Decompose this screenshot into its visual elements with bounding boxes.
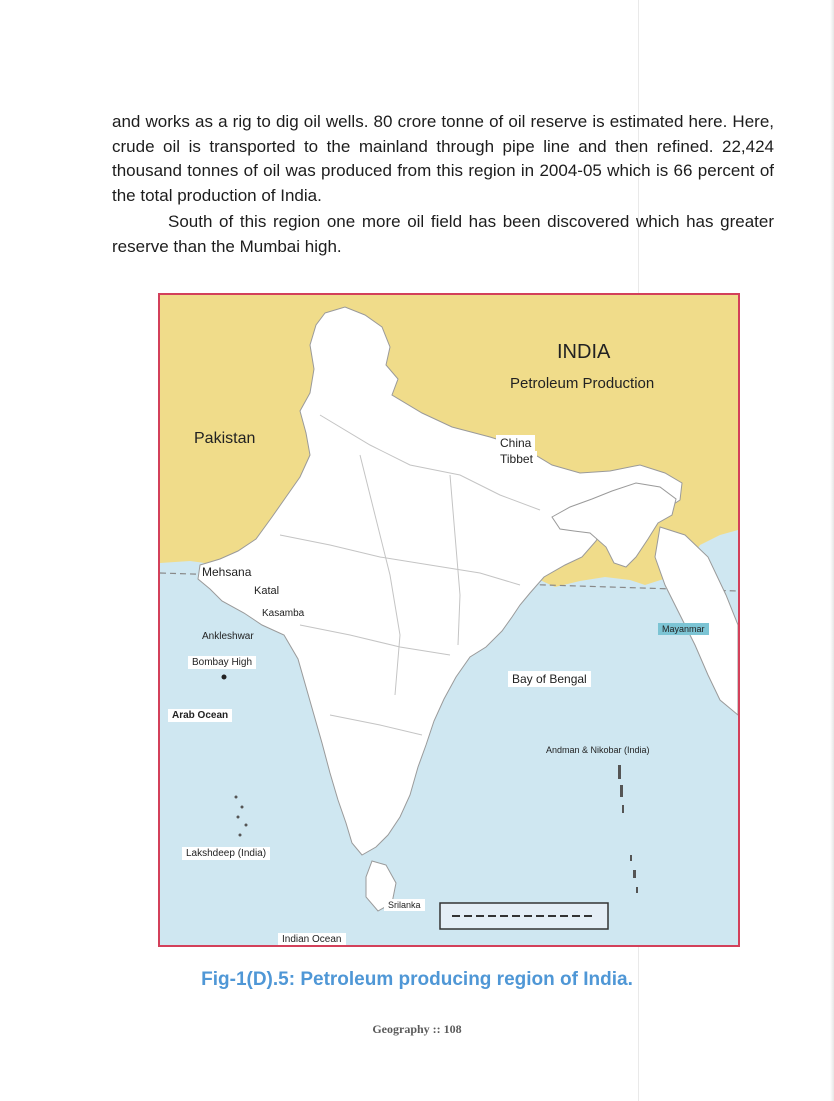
page-footer: Geography :: 108: [372, 1022, 462, 1036]
label-arab-ocean: Arab Ocean: [168, 709, 232, 722]
label-andman: Andman & Nikobar (India): [546, 745, 650, 755]
label-katal: Katal: [254, 585, 280, 597]
label-mehsana: Mehsana: [202, 565, 252, 579]
map-subtitle: Petroleum Production: [510, 375, 655, 392]
label-china: China: [496, 435, 535, 451]
page-edge-shadow: [830, 0, 834, 1101]
map-title: INDIA: [557, 341, 611, 363]
figure-caption: Fig-1(D).5: Petroleum producing region of India.: [201, 969, 633, 990]
label-ankleshwar: Ankleshwar: [202, 631, 254, 642]
bombay-high-marker: [222, 675, 227, 680]
label-srilanka: Srilanka: [384, 899, 425, 911]
body-text: [112, 110, 774, 259]
label-pakistan: Pakistan: [194, 430, 256, 447]
paragraph-2: South of this region one more oil field has been discovered which has greater reserve than the Mumbai high.: [112, 212, 774, 256]
label-tibbet: Tibbet: [496, 451, 537, 467]
label-bay-of-bengal: Bay of Bengal: [508, 671, 591, 687]
label-lakshdeep: Lakshdeep (India): [182, 847, 270, 860]
label-kasamba: Kasamba: [262, 608, 305, 619]
india-petroleum-map: [158, 293, 740, 947]
paragraph-1: and works as a rig to dig oil wells. 80 crore tonne of oil reserve is estimated here. Here, crude oil is transported to the mainland through pipe line and then refined. 22,424 thousand tonnes of oil was produced from this region in 2004-05 which is 66 percent of the total production of India.: [112, 112, 774, 205]
label-bombay-high: Bombay High: [188, 656, 256, 669]
label-mayanmar: Mayanmar: [658, 623, 709, 635]
label-indian-ocean: Indian Ocean: [278, 933, 346, 946]
